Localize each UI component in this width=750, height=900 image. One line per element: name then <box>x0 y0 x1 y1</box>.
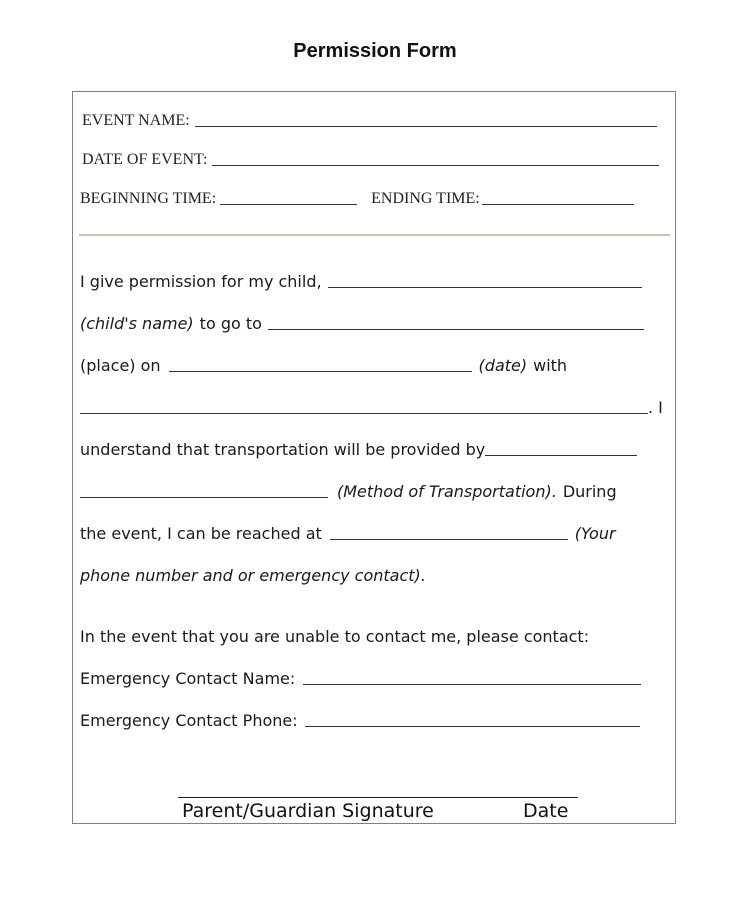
body-text: During <box>562 482 617 501</box>
event-name-label: EVENT NAME: <box>82 112 190 129</box>
emergency-phone-row <box>80 711 640 730</box>
contact-intro <box>80 627 589 646</box>
emergency-contact-name-label: Emergency Contact Name: <box>80 669 296 688</box>
body-line-1 <box>80 272 642 291</box>
phone-hint: (Your <box>574 524 616 543</box>
body-text: to go to <box>199 314 262 333</box>
parent-signature-label: Parent/Guardian Signature <box>182 800 434 822</box>
childs-name-hint: (child's name) <box>80 314 194 333</box>
body-text: . I <box>648 398 663 417</box>
transportation-provider-field[interactable] <box>485 455 637 456</box>
reachable-at-field[interactable] <box>330 539 568 540</box>
emergency-contact-name-field[interactable] <box>303 684 641 685</box>
date-of-event-label: DATE OF EVENT: <box>82 151 208 168</box>
beginning-time-label: BEGINNING TIME: <box>80 190 217 207</box>
contact-intro-text: In the event that you are unable to contact me, please contact: <box>80 627 590 646</box>
signature-line[interactable] <box>178 797 578 798</box>
body-line-5 <box>80 440 637 459</box>
emergency-name-row <box>80 669 641 688</box>
event-name-field[interactable] <box>195 126 657 127</box>
body-line-2 <box>80 314 644 333</box>
place-hint: (place) on <box>80 356 161 375</box>
body-text: the event, I can be reached at <box>80 524 322 543</box>
signature-date-label: Date <box>523 800 569 822</box>
date-of-event-field[interactable] <box>212 165 659 166</box>
body-text: with <box>533 356 568 375</box>
body-line-4 <box>80 398 663 417</box>
ending-time-field[interactable] <box>482 204 634 205</box>
body-line-3 <box>80 356 567 375</box>
form-title: Permission Form <box>293 40 457 62</box>
phone-hint: phone number and or emergency contact). <box>80 566 426 585</box>
emergency-contact-phone-label: Emergency Contact Phone: <box>80 711 298 730</box>
date-hint: (date) <box>478 356 528 375</box>
place-field[interactable] <box>268 329 644 330</box>
date-of-event-row <box>82 151 659 169</box>
section-divider <box>79 234 670 236</box>
time-row <box>80 190 634 208</box>
method-of-transportation-field[interactable] <box>80 497 328 498</box>
body-text: I give permission for my child, <box>80 272 322 291</box>
beginning-time-field[interactable] <box>220 204 357 205</box>
chaperone-field[interactable] <box>80 413 648 414</box>
ending-time-label: ENDING TIME: <box>371 190 480 207</box>
body-line-6 <box>80 482 617 501</box>
body-line-7 <box>80 524 616 543</box>
body-text: understand that transportation will be provided by <box>80 440 486 459</box>
emergency-contact-phone-field[interactable] <box>305 726 640 727</box>
body-line-8 <box>80 566 426 585</box>
method-hint: (Method of Transportation). <box>337 482 557 501</box>
event-name-row <box>82 112 657 130</box>
child-name-field[interactable] <box>328 287 642 288</box>
date-field[interactable] <box>169 371 472 372</box>
